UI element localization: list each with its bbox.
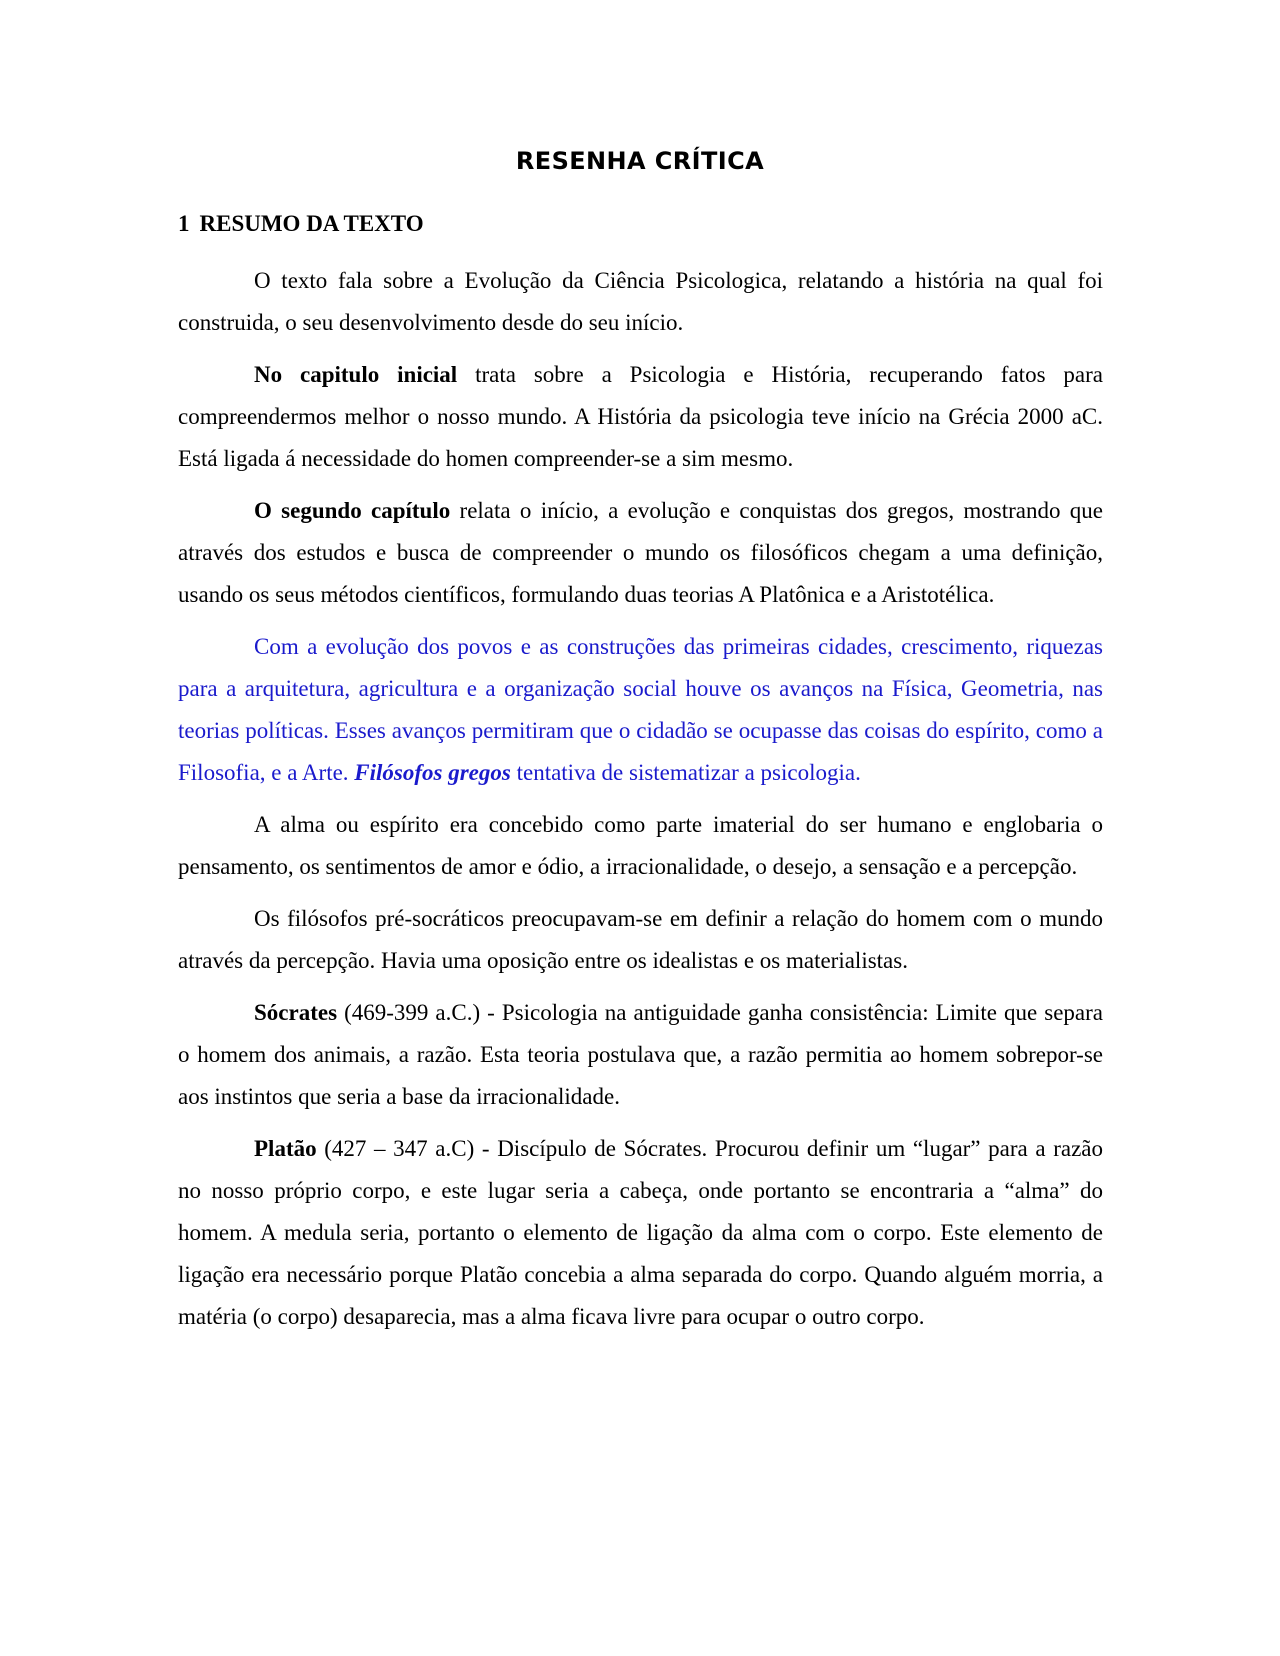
paragraph-text: (427 – 347 a.C) - Discípulo de Sócrates. Procurou definir um “lugar” para a razão no nosso próprio corpo, e este lugar seria a cabeça, onde portanto se encontraria a “alma” do homem. A medula seria, portanto o elemento de ligação da alma com o corpo. Este elemento de ligação era necessário porque Platão concebia a alma separada do corpo. Quando alguém morria, a matéria (o corpo) desaparecia, mas a alma ficava livre para ocupar o outro corpo.	[178, 1136, 1103, 1329]
paragraph-tail: tentativa de sistematizar a psicologia.	[510, 760, 861, 785]
paragraph-socrates	[178, 992, 1103, 1118]
section-number: 1	[178, 211, 190, 236]
document-body	[178, 260, 1103, 1348]
paragraph-lead: No capitulo inicial	[254, 362, 458, 387]
paragraph-text: A alma ou espírito era concebido como parte imaterial do ser humano e englobaria o pensamento, os sentimentos de amor e ódio, a irracionalidade, o desejo, a sensação e a percepção.	[178, 812, 1103, 879]
paragraph-second-chapter	[178, 490, 1103, 616]
paragraph-text: Com a evolução dos povos e as construções das primeiras cidades, crescimento, riquezas para a arquitetura, agricultura e a organização social houve os avanços na Física, Geometria, nas teorias políticas. Esses avanços permitiram que o cidadão se ocupasse das coisas do espírito, como a Filosofia, e a Arte.	[178, 634, 1103, 785]
paragraph-lead: Platão	[254, 1136, 317, 1161]
paragraph-plato	[178, 1128, 1103, 1338]
paragraph-emphasis: Filósofos gregos	[354, 760, 511, 785]
paragraph-greek-philosophers	[178, 626, 1103, 794]
section-heading	[178, 209, 424, 239]
section-heading-text: RESUMO DA TEXTO	[199, 211, 424, 236]
paragraph-intro	[178, 260, 1103, 344]
paragraph-text: relata o início, a evolução e conquistas dos gregos, mostrando que através dos estudos e busca de compreender o mundo os filosóficos chegam a uma definição, usando os seus métodos científicos, formulando duas teorias A Platônica e a Aristotélica.	[178, 498, 1104, 607]
paragraph-soul	[178, 804, 1103, 888]
paragraph-lead: O segundo capítulo	[254, 498, 451, 523]
paragraph-lead: Sócrates	[254, 1000, 338, 1025]
paragraph-first-chapter	[178, 354, 1103, 480]
paragraph-text: Os filósofos pré-socráticos preocupavam-se em definir a relação do homem com o mundo através da percepção. Havia uma oposição entre os idealistas e os materialistas.	[178, 906, 1103, 973]
document-title: RESENHA CRÍTICA	[515, 147, 765, 175]
paragraph-text: O texto fala sobre a Evolução da Ciência Psicologica, relatando a história na qual foi construida, o seu desenvolvimento desde do seu início.	[178, 268, 1103, 335]
paragraph-text: (469-399 a.C.) - Psicologia na antiguidade ganha consistência: Limite que separa o homem dos animais, a razão. Esta teoria postulava que, a razão permitia ao homem sobrepor-se aos instintos que seria a base da irracionalidade.	[178, 1000, 1103, 1109]
paragraph-text: trata sobre a Psicologia e História, recuperando fatos para compreendermos melhor o nosso mundo. A História da psicologia teve início na Grécia 2000 aC. Está ligada á necessidade do homen compreender-se a sim mesmo.	[178, 362, 1103, 471]
paragraph-presocratics	[178, 898, 1103, 982]
